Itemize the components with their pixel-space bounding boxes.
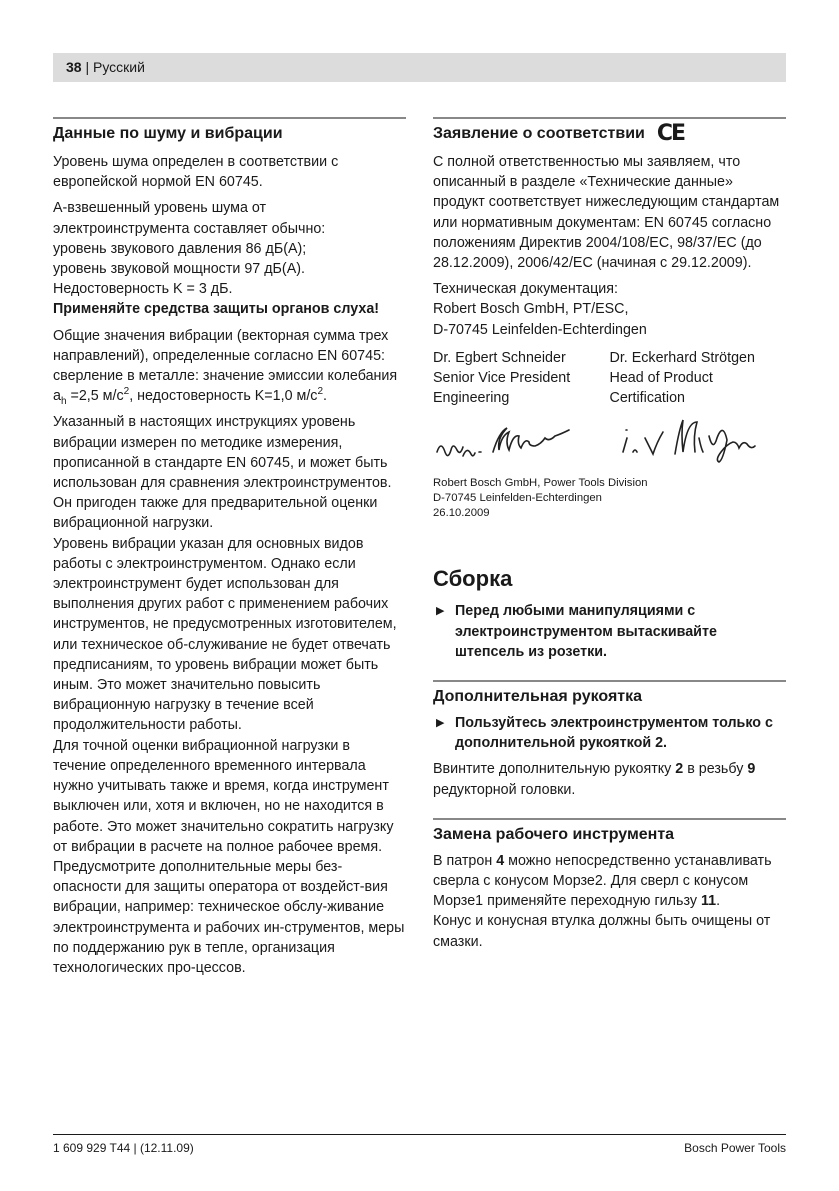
noise-paragraph-1: Уровень шума определен в соответствии с европейской нормой EN 60745. <box>53 154 339 191</box>
noise-paragraph-2: А-взвешенный уровень шума от электроинструмента составляет обычно: уровень звукового давления 86 дБ(A); уровень звуковой мощности 97 дБ(A). Недостоверность K = 3 дБ. <box>53 200 326 298</box>
vibration-exposure-paragraph: Для точной оценки вибрационной нагрузки в течение определенного временного интервала нужно учитывать также и время, когда инструмент выключен или, хотя и включен, но не находится в работе. Это может значительно сократить нагрузку от вибрации в расчете на полное рабочее время. <box>53 737 394 855</box>
right-column <box>433 117 786 952</box>
tool-change-title: Замена рабочего инструмента <box>433 825 675 843</box>
tool-change-text: В патрон 4 можно непосредственно устанавливать сверла с конусом Морзе2. Для сверл с конусом Морзе1 применяйте переходную гильзу 11. <box>433 852 772 910</box>
noise-vibration-title: Данные по шуму и вибрации <box>53 125 283 142</box>
bullet-triangle-icon: ▶ <box>436 717 445 730</box>
aux-handle-title: Дополнительная рукоятка <box>433 688 643 706</box>
page-number: 38 <box>66 59 82 75</box>
bullet-triangle-icon: ▶ <box>436 605 445 618</box>
document-code: 1 609 929 T44 | (12.11.09) <box>53 1141 194 1155</box>
tool-cleaning-text: Конус и конусная втулка должны быть очищены от смазки. <box>433 913 771 950</box>
ce-mark-icon: CE <box>656 121 685 146</box>
hearing-protection-warning: Применяйте средства защиты органов слуха! <box>53 301 380 318</box>
header-language: Русский <box>93 59 145 75</box>
technical-documentation: Техническая документация: Robert Bosch GmbH, PT/ESC, D-70745 Leinfelden-Echterdingen <box>433 281 647 338</box>
signatories <box>433 348 786 409</box>
assembly-title: Сборка <box>433 566 513 592</box>
footer-divider <box>53 1134 786 1135</box>
vibration-paragraph: Общие значения вибрации (векторная сумма трех направлений), определенные согласно EN 60745: сверление в металле: значение эмиссии колебания $a_h =2,5$ $м/с^2$, недостоверность K=1,0 $м/с^2$. <box>53 327 398 408</box>
company-address: Robert Bosch GmbH, Power Tools Division D-70745 Leinfelden-Echterdingen 26.10.2009 <box>433 477 648 520</box>
signatory-1: Dr. Egbert Schneider Senior Vice President Engineering <box>433 349 571 407</box>
vibration-level-paragraph: Уровень вибрации указан для основных видов работы с электроинструментом. Однако если электроинструмент будет использован для выполнения других работ с применением рабочих инструментов, не предусмотренных изготовителем, или техническое об-служивание не будет отвечать предписаниям, то уровень вибрации может быть иным. Это может значительно повысить вибрационную нагрузку в течение всей продолжительности работы. <box>53 535 397 734</box>
assembly-warning: ▶ Перед любыми манипуляциями с электроинструментом вытаскивайте штепсель из розетки. <box>436 603 717 660</box>
page-header <box>53 53 786 82</box>
handwritten-signatures <box>433 408 786 476</box>
aux-handle-text: Ввинтите дополнительную рукоятку 2 в резьбу 9 редукторной головки. <box>433 761 756 798</box>
header-separator: | <box>85 59 90 75</box>
vibration-method-paragraph: Указанный в настоящих инструкциях уровень вибрации измерен по методике измерения, прописанной в стандарте EN 60745, и может быть использован для сравнения электроинструментов. Он пригоден также для предварительной оценки вибрационной нагрузки. <box>53 414 392 532</box>
left-column <box>53 117 406 978</box>
conformity-text: С полной ответственностью мы заявляем, что описанный в разделе «Технические данные» продукт соответствует нижеследующим стандартам или нормативным документам: EN 60745 согласно положениям Директив 2004/108/EC, 98/37/EC (до 28.12.2009), 2006/42/EC (начиная с 29.12.2009). <box>433 154 780 272</box>
aux-handle-warning: ▶ Пользуйтесь электроинструментом только с дополнительной рукояткой 2. <box>436 715 773 752</box>
signatory-2: Dr. Eckerhard Strötgen Head of Product Certification <box>609 349 755 407</box>
brand-footer: Bosch Power Tools <box>684 1141 786 1155</box>
conformity-title: Заявление о соответствии CE <box>433 121 685 146</box>
safety-measures-paragraph: Предусмотрите дополнительные меры без-опасности для защиты оператора от воздейст-вия вибрации, например: техническое обслу-живание электроинструмента и рабочих ин-струментов, меры по поддержанию рук в тепле, организация технологических про-цессов. <box>53 858 405 976</box>
